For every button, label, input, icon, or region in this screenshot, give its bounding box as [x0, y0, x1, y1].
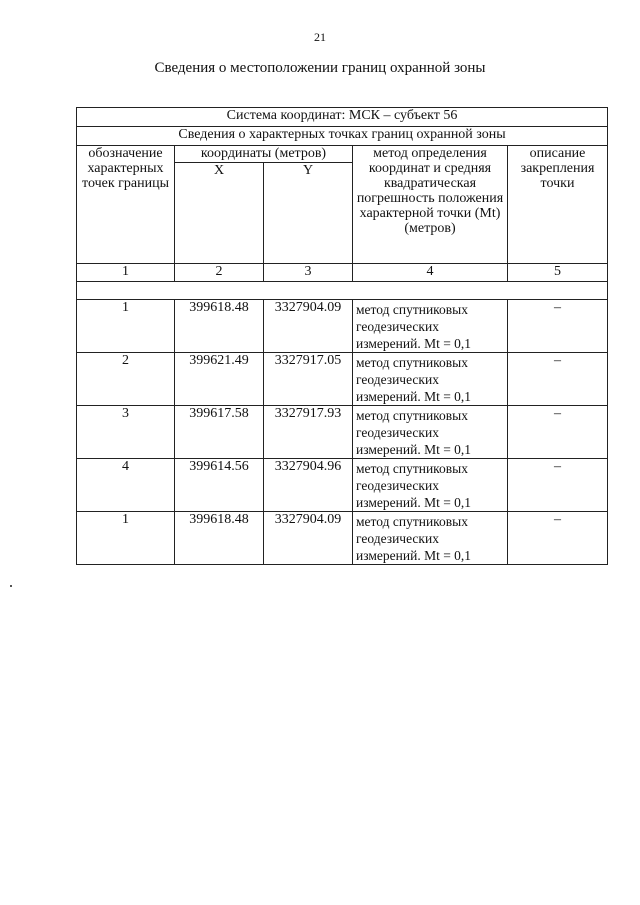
- method-cell: метод спутниковых геодезических измерений. Mt = 0,1: [353, 512, 508, 565]
- method-cell: метод спутниковых геодезических измерений. Mt = 0,1: [353, 459, 508, 512]
- column-number: 2: [175, 264, 264, 282]
- table-row: [77, 353, 608, 406]
- method-cell: метод спутниковых геодезических измерений. Mt = 0,1: [353, 353, 508, 406]
- document-title: Сведения о местоположении границ охранной зоны: [154, 60, 486, 76]
- x-cell: 399621.49: [175, 353, 264, 406]
- header-x: X: [175, 163, 264, 264]
- header-method: метод определения координат и средняя квадратическая погрешность положения характерной точки (Mt) (метров): [353, 146, 508, 264]
- point-cell: 1: [77, 512, 175, 565]
- point-cell: 2: [77, 353, 175, 406]
- method-cell: метод спутниковых геодезических измерений. Mt = 0,1: [353, 406, 508, 459]
- y-cell: 3327904.09: [264, 512, 353, 565]
- column-number: 1: [77, 264, 175, 282]
- section-title-cell: Сведения о характерных точках границ охранной зоны: [77, 127, 608, 146]
- point-cell: 4: [77, 459, 175, 512]
- method-cell: метод спутниковых геодезических измерений. Mt = 0,1: [353, 300, 508, 353]
- description-cell: –: [508, 353, 608, 406]
- column-number: 5: [508, 264, 608, 282]
- column-number: 3: [264, 264, 353, 282]
- description-cell: –: [508, 512, 608, 565]
- table-row: [77, 300, 608, 353]
- x-cell: 399618.48: [175, 512, 264, 565]
- point-cell: 3: [77, 406, 175, 459]
- column-number: 4: [353, 264, 508, 282]
- scan-mark: [10, 585, 12, 587]
- page-number: 21: [314, 30, 326, 44]
- y-cell: 3327904.96: [264, 459, 353, 512]
- boundary-points-table: [76, 107, 608, 565]
- table-row: [77, 459, 608, 512]
- table-row: [77, 512, 608, 565]
- empty-row: [77, 282, 608, 300]
- header-designation: обозначение характерных точек границы: [77, 146, 175, 264]
- table-row: [77, 406, 608, 459]
- header-description: описание закрепления точки: [508, 146, 608, 264]
- point-cell: 1: [77, 300, 175, 353]
- x-cell: 399617.58: [175, 406, 264, 459]
- x-cell: 399614.56: [175, 459, 264, 512]
- description-cell: –: [508, 459, 608, 512]
- y-cell: 3327917.93: [264, 406, 353, 459]
- header-y: Y: [264, 163, 353, 264]
- y-cell: 3327904.09: [264, 300, 353, 353]
- y-cell: 3327917.05: [264, 353, 353, 406]
- header-coordinates: координаты (метров): [175, 146, 353, 163]
- description-cell: –: [508, 300, 608, 353]
- description-cell: –: [508, 406, 608, 459]
- coord-system-cell: Система координат: МСК – субъект 56: [77, 108, 608, 127]
- empty-cell: [77, 282, 608, 300]
- x-cell: 399618.48: [175, 300, 264, 353]
